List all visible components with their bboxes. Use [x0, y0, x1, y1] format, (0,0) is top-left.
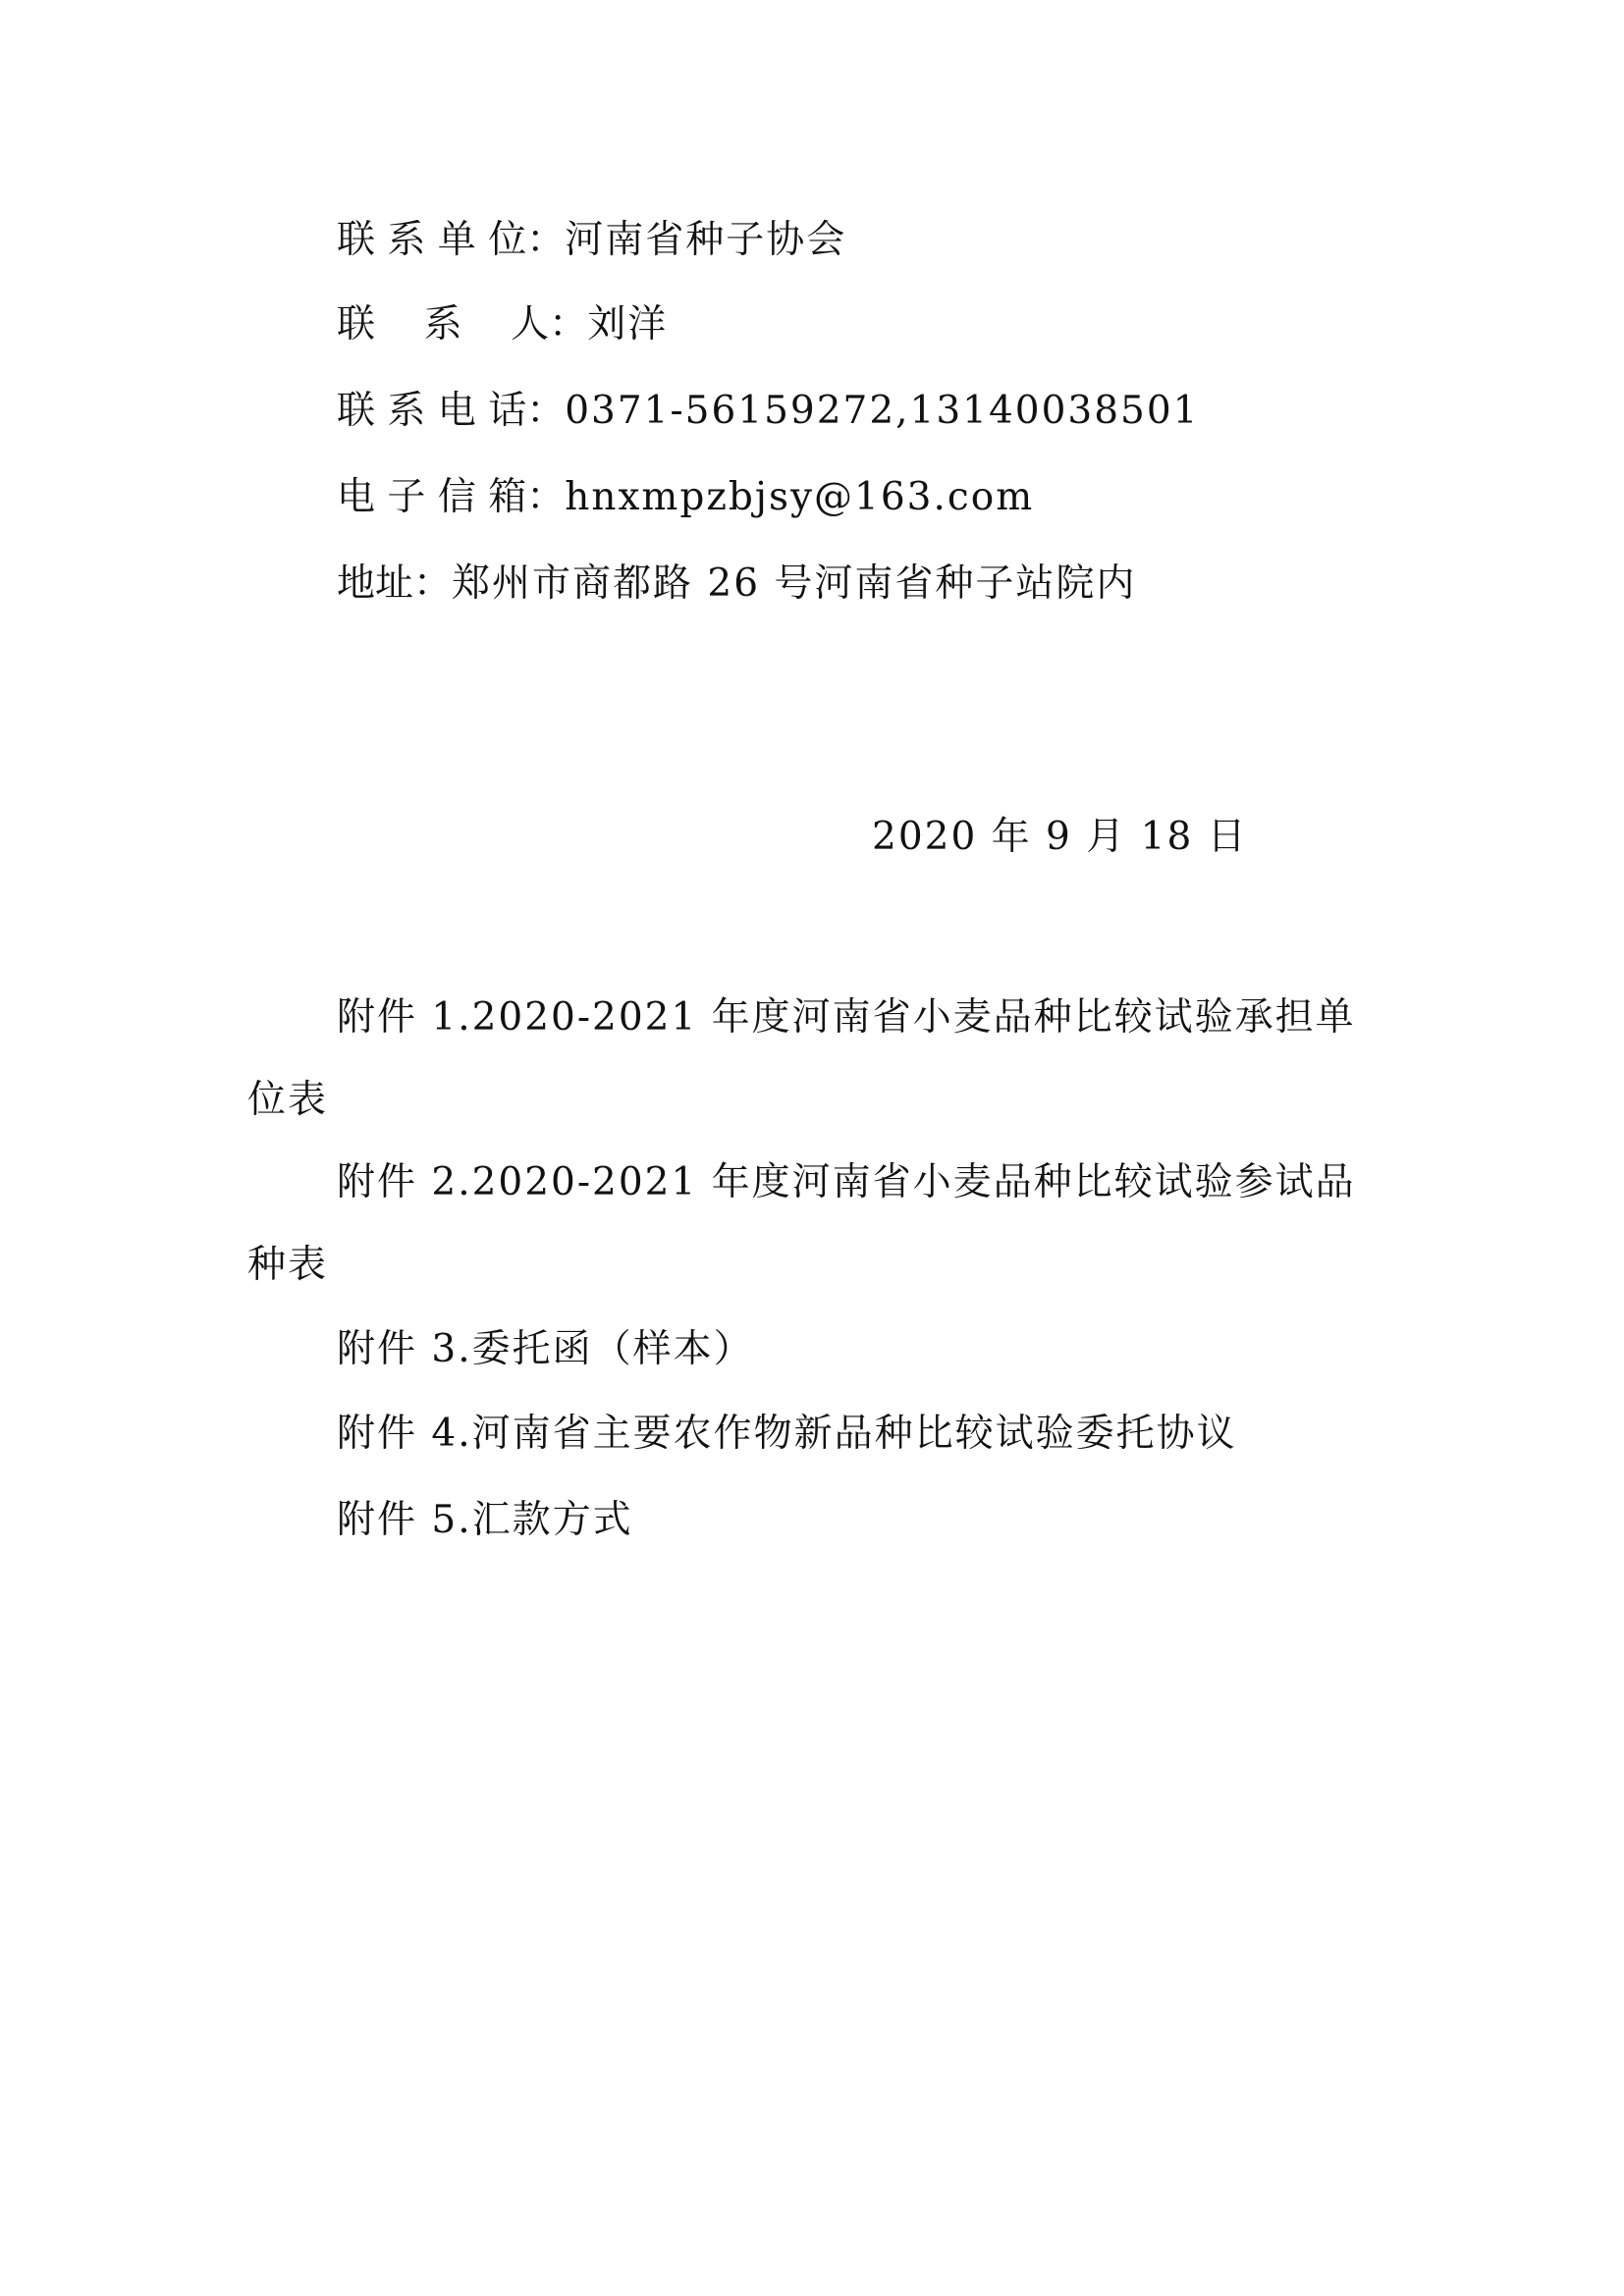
- document-date: 2020 年 9 月 18 日: [872, 815, 1248, 859]
- contact-email-label: 电 子 信 箱：: [337, 475, 566, 519]
- contact-unit-label: 联 系 单 位：: [337, 218, 566, 262]
- attachment-4: 附件 4.河南省主要农作物新品种比较试验委托协议: [337, 1412, 1237, 1456]
- attachment-5: 附件 5.汇款方式: [337, 1498, 633, 1542]
- attachment-1: 附件 1.2020-2021 年度河南省小麦品种比较试验承担单: [337, 995, 1356, 1040]
- contact-address-line: [337, 560, 1136, 609]
- contact-person-label: 联 系 人：: [337, 302, 588, 347]
- contact-phone-line: [337, 387, 1199, 436]
- contact-address-label: 地址：: [337, 561, 453, 606]
- contact-person-line: [337, 300, 668, 349]
- contact-email-value: hnxmpzbjsy@163.com: [565, 475, 1035, 519]
- contact-phone-value: 0371-56159272,13140038501: [565, 389, 1200, 433]
- attachment-2: 附件 2.2020-2021 年度河南省小麦品种比较试验参试品: [337, 1160, 1356, 1204]
- contact-unit-value: 河南省种子协会: [565, 218, 847, 262]
- contact-email-line: [337, 473, 1034, 522]
- attachment-3: 附件 3.委托函（样本）: [337, 1327, 754, 1371]
- attachment-1-continuation: 位表: [247, 1078, 329, 1122]
- contact-person-value: 刘洋: [587, 302, 669, 347]
- attachment-2-continuation: 种表: [247, 1243, 329, 1287]
- contact-address-value: 郑州市商都路 26 号河南省种子站院内: [452, 561, 1137, 606]
- contact-phone-label: 联 系 电 话：: [337, 389, 566, 433]
- contact-unit-line: [337, 216, 846, 265]
